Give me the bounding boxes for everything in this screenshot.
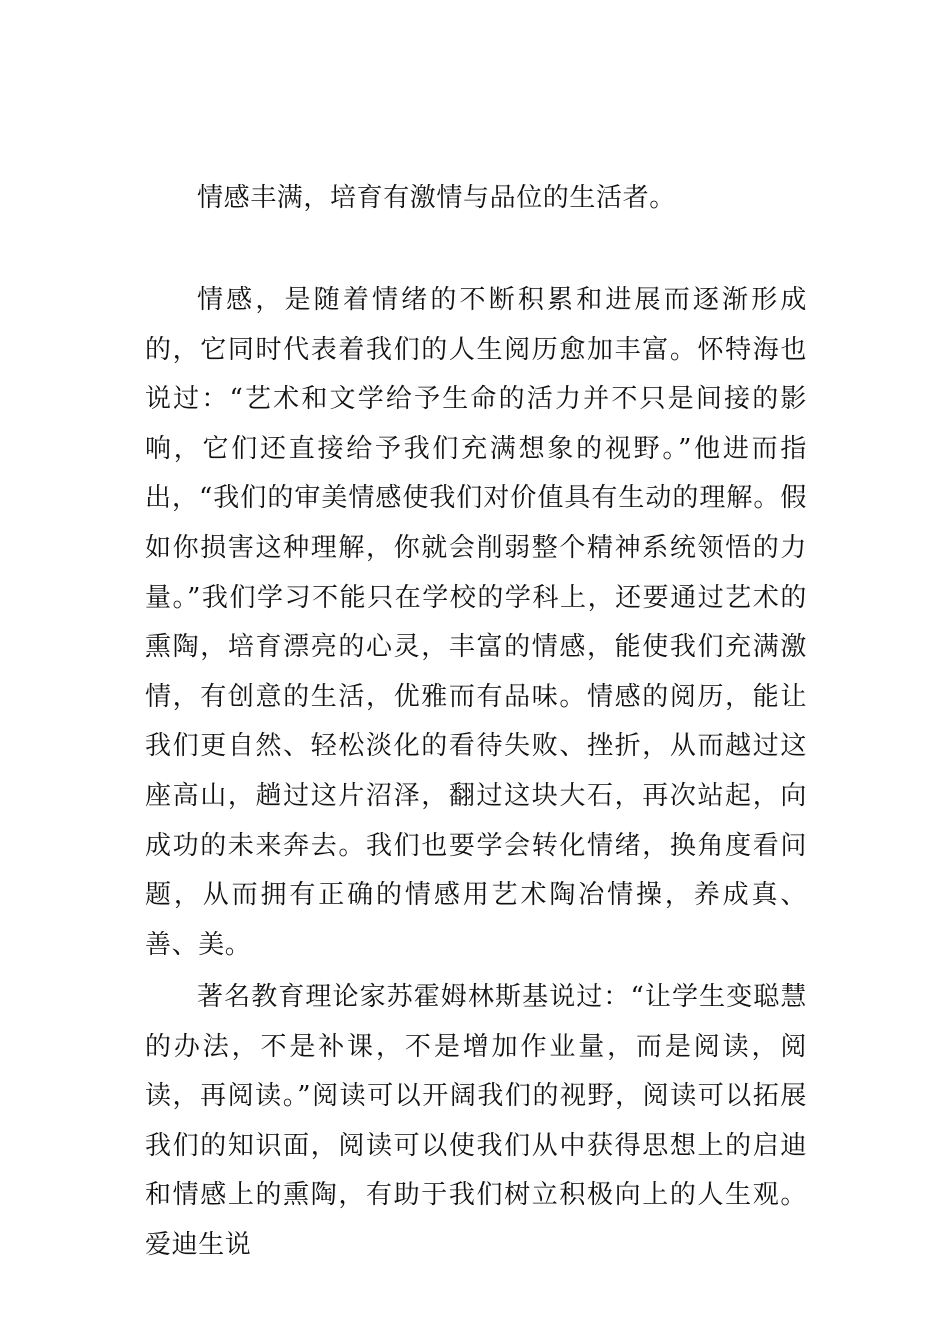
paragraph-heading: 情感丰满，培育有激情与品位的生活者。 — [197, 183, 676, 213]
paragraph-reading: 著名教育理论家苏霍姆林斯基说过：“让学生变聪慧的办法，不是补课，不是增加作业量，而是阅读，阅读，再阅读。”阅读可以开阔我们的视野，阅读可以拓展我们的知识面，阅读可以使我们从中获得思想上的启迪和情感上的熏陶，有助于我们树立积极向上的人生观。爱迪生说 — [145, 982, 807, 1260]
paragraph-emotion: 情感，是随着情绪的不断积累和进展而逐渐形成的，它同时代表着我们的人生阅历愈加丰富。怀特海也说过：“艺术和文学给予生命的活力并不只是间接的影响，它们还直接给予我们充满想象的视野。”他进而指出，“我们的审美情感使我们对价值具有生动的理解。假如你损害这种理解，你就会削弱整个精神系统领悟的力量。”我们学习不能只在学校的学科上，还要通过艺术的熏陶，培育漂亮的心灵，丰富的情感，能使我们充满激情，有创意的生活，优雅而有品味。情感的阅历，能让我们更自然、轻松淡化的看待失败、挫折，从而越过这座高山，趟过这片沼泽，翻过这块大石，再次站起，向成功的未来奔去。我们也要学会转化情绪，换角度看问题，从而拥有正确的情感用艺术陶冶情操，养成真、善、美。 — [145, 285, 807, 960]
